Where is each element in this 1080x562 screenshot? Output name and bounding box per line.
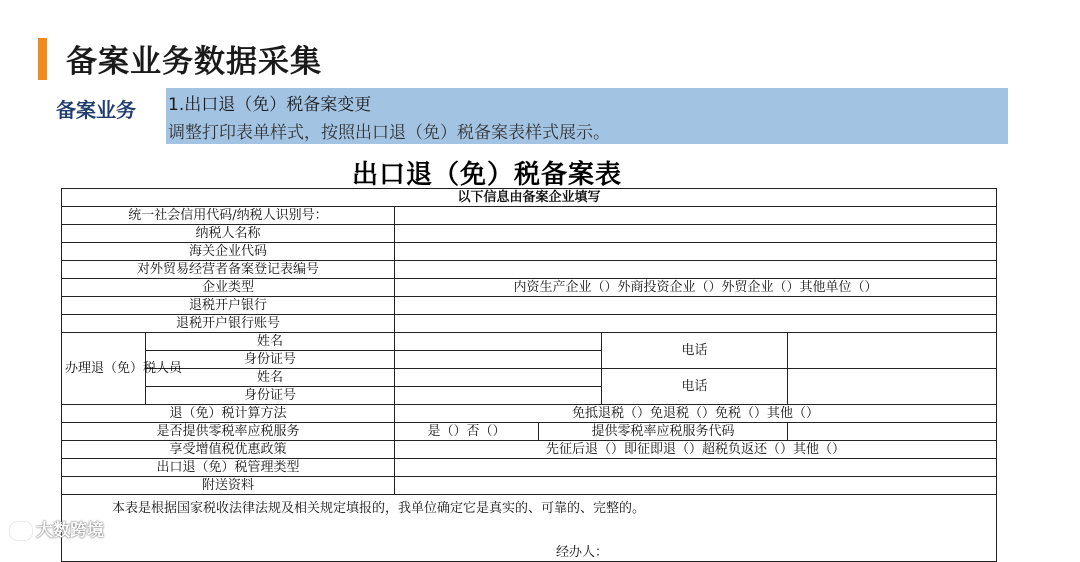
- zero-rate-options: 是（）否（）: [395, 423, 539, 441]
- handler2-id-label: 身份证号: [146, 387, 395, 405]
- refund-account-label: 退税开户银行账号: [62, 315, 395, 333]
- table-row: [62, 441, 997, 459]
- vat-policy-label: 享受增值税优惠政策: [62, 441, 395, 459]
- customs-code-label: 海关企业代码: [62, 243, 395, 261]
- table-row: [62, 243, 997, 261]
- handler2-name-value: [395, 369, 602, 387]
- handler2-phone-label: 电话: [602, 369, 788, 405]
- mgmt-type-label: 出口退（免）税管理类型: [62, 459, 395, 477]
- handler1-name-label: 姓名: [146, 333, 395, 351]
- vat-policy-options: 先征后退（）即征即退（）超税负返还（）其他（）: [395, 441, 997, 459]
- handler1-phone-value: [788, 333, 997, 369]
- handler1-id-value: [395, 351, 602, 369]
- calc-method-options: 免抵退税（）免退税（）免税（）其他（）: [395, 405, 997, 423]
- form-header-row: [62, 189, 997, 207]
- title-accent-bar: [38, 38, 47, 80]
- taxpayer-name-label: 纳税人名称: [62, 225, 395, 243]
- customs-code-value: [395, 243, 997, 261]
- watermark: [10, 516, 104, 541]
- table-row: [62, 261, 997, 279]
- mgmt-type-value: [395, 459, 997, 477]
- handler2-name-label: 姓名: [146, 369, 395, 387]
- taxpayer-name-value: [395, 225, 997, 243]
- table-row: [62, 315, 997, 333]
- table-row: [62, 405, 997, 423]
- table-row: [62, 459, 997, 477]
- table-row: [62, 495, 997, 522]
- table-row: [62, 333, 997, 351]
- refund-account-value: [395, 315, 997, 333]
- zero-rate-label: 是否提供零税率应税服务: [62, 423, 395, 441]
- item-title: 1.出口退（免）税备案变更: [168, 95, 372, 115]
- table-row: [62, 369, 997, 387]
- chat-bubble-icon: [10, 522, 32, 540]
- credit-code-label: 统一社会信用代码/纳税人识别号：: [62, 207, 395, 225]
- item-description: 调整打印表单样式，按照出口退（免）税备案表样式展示。: [168, 123, 610, 143]
- handler2-id-value: [395, 387, 602, 405]
- table-row: [62, 477, 997, 495]
- handler1-phone-label: 电话: [602, 333, 788, 369]
- handler-label: 办理退（免）税人员: [62, 333, 146, 405]
- page-title: 备案业务数据采集: [66, 44, 322, 80]
- signature-label: 经办人：: [62, 521, 997, 562]
- attachments-label: 附送资料: [62, 477, 395, 495]
- refund-bank-label: 退税开户银行: [62, 297, 395, 315]
- calc-method-label: 退（免）税计算方法: [62, 405, 395, 423]
- refund-bank-value: [395, 297, 997, 315]
- zero-rate-code-value: [788, 423, 997, 441]
- filing-form-table: [61, 188, 997, 562]
- form-title: 出口退（免）税备案表: [352, 160, 623, 190]
- attachments-value: [395, 477, 997, 495]
- table-row: [62, 225, 997, 243]
- table-row: [62, 521, 997, 562]
- enterprise-type-label: 企业类型: [62, 279, 395, 297]
- zero-rate-code-label: 提供零税率应税服务代码: [539, 423, 788, 441]
- table-row: [62, 423, 997, 441]
- credit-code-value: [395, 207, 997, 225]
- trade-reg-label: 对外贸易经营者备案登记表编号: [62, 261, 395, 279]
- trade-reg-value: [395, 261, 997, 279]
- table-row: [62, 279, 997, 297]
- table-row: [62, 207, 997, 225]
- watermark-text: 大数跨境: [36, 521, 104, 541]
- handler1-name-value: [395, 333, 602, 351]
- handler2-phone-value: [788, 369, 997, 405]
- declaration-statement: 本表是根据国家税收法律法规及相关规定填报的，我单位确定它是真实的、可靠的、完整的。: [62, 495, 997, 522]
- table-row: [62, 297, 997, 315]
- form-header: 以下信息由备案企业填写: [62, 189, 997, 207]
- enterprise-type-options: 内资生产企业（）外商投资企业（）外贸企业（）其他单位（）: [395, 279, 997, 297]
- section-label: 备案业务: [56, 98, 136, 122]
- handler1-id-label: 身份证号: [146, 351, 395, 369]
